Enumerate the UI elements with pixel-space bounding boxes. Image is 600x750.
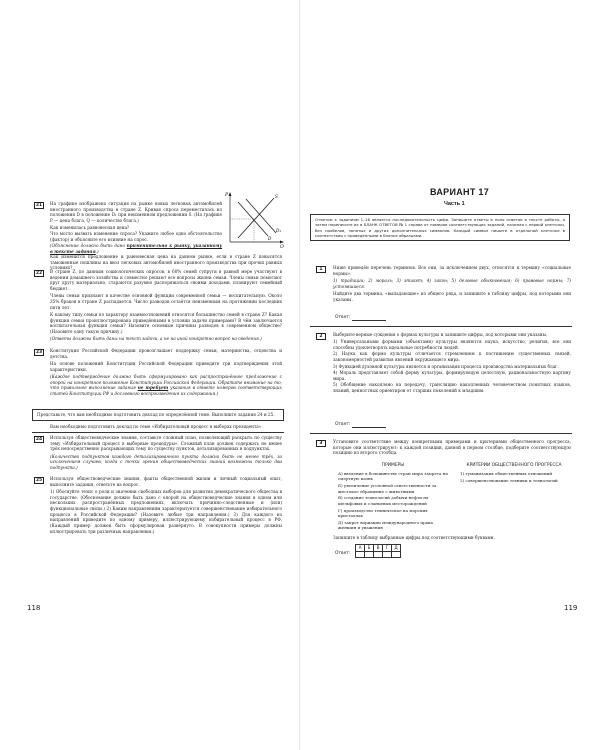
task-22-paragraph: В стране Z, по данным социологических опросов, в 60% семей супруги в равной мере участвуют в ведении домашнего хозяйства и совместно решают все вопросы жизни семьи. Члены семьи помогают друг другу материально, стараются разумно распоряжаться своими доходами, планируют семейный бюджет.	[50, 269, 282, 292]
answer-table-input-row	[356, 551, 401, 557]
task-24-number: 24	[35, 437, 43, 442]
criteria-column	[460, 463, 568, 484]
task-2-number: 2	[316, 333, 326, 340]
criteria-header: КРИТЕРИИ ОБЩЕСТВЕННОГО ПРОГРЕССА	[466, 463, 562, 468]
task-24-paragraph: Используя обществоведческие знания, составьте сложный план, позволяющий раскрыть по существу тему «Избирательный процесс в выборные процедуры». Сложный план должен содержать не менее трёх непосредственно раскрывающих тему по существу пунктов, детализированных в подпунктах.	[50, 435, 282, 452]
example-item: А) введение в большинстве стран мира запрета на смертную казнь	[338, 470, 448, 482]
task-21-question-1: Как изменилась равновесная цена?	[50, 225, 130, 231]
task-2-statement: 4) Мораль представляет собой форму культуры, формирующую целостную, рациональностную картину мира.	[333, 370, 571, 381]
answer-letter-cell: Г	[383, 545, 392, 552]
criteria-item: 2) совершенствование техники и технологий	[460, 477, 558, 483]
task-1-number: 1	[316, 266, 326, 273]
instruction-box: Представьте, что вам необходимо подготовить доклад по определённой теме. Выполните задания 24 и 25.	[32, 409, 284, 421]
task-22-paragraph: Члены семьи признают в качестве основной функции современной семьи — воспитательную. Около 35% браков в стране Z распадается. Число разводов остаётся неизменным на протяжении последних пяти лет.	[50, 293, 282, 310]
task-1-items: 1) традиции; 2) мораль; 3) этикет; 4) закон; 5) деловые обыкновения; 6) правовые нормы; 7) устоявшиеся.	[333, 277, 571, 289]
task-3-text: Установите соответствие между конкретными примерами и критериями общественного прогресса, которые они иллюстрируют: к каждой позиции, данной в первом столбце, подберите соответствующую позицию из второго столбца.	[333, 439, 571, 456]
graph-y-arrow-icon	[229, 192, 232, 196]
task-21-note-b: применительно к рынку, указанному в тексте задания	[50, 243, 222, 254]
task-21-paragraph: На графике изображена ситуация на рынке новых легковых автомобилей иностранного производства в стране Z. Кривая спроса переместилась из положения D в положение D₁ при неизменном предложении S. (На графике P — цена блага, Q — количество блага.)	[50, 201, 222, 224]
task-23-note-c: указания в ответе номеров соответствующих статей Конституции РФ и дословного воспроизведения их содержания.)	[50, 385, 282, 396]
example-item: Д) запрет вариации международного права женщин и уважения	[338, 519, 433, 531]
page-number-left: 118	[27, 604, 41, 612]
task-1-paragraph: Найдите два термина, «выпадающие» из общего ряда, и запишите в таблицу цифры, под которыми они указаны.	[333, 290, 571, 302]
task-24-text	[50, 435, 282, 472]
graph-d1-label: D₁	[276, 228, 282, 233]
task-23-note	[50, 374, 282, 397]
task-24-intro: Вам необходимо подготовить доклад по теме «Избирательный процесс в выборах президента».	[50, 424, 263, 429]
task-1-answer	[335, 315, 386, 321]
page-number-right: 119	[564, 604, 578, 612]
task-21-note-a: (Объяснение должно быть дано	[50, 243, 127, 249]
task-23-note-a: (Каждое подтверждение должно быть сформулировано как распространённое предложение с опорой на конкретное положение Конституции Российской Федерации. Обратите внимание на то, что правильное выполнение задания	[50, 373, 282, 391]
answer-input-cell[interactable]	[383, 551, 392, 557]
task-2-paragraph: Выберите верные суждения о формах культуры и запишите цифры, под которыми они указаны.	[333, 332, 548, 337]
task-1-answer-label: Ответ:	[335, 315, 351, 320]
task-1-answer-field[interactable]	[352, 320, 386, 321]
task-2-answer-field[interactable]	[352, 427, 386, 428]
answer-input-cell[interactable]	[365, 551, 374, 557]
task-21-number: 21	[35, 203, 43, 208]
task-1-paragraph: Ниже приведён перечень терминов. Все они, за исключением двух, относятся к термину «социальные нормы».	[333, 265, 571, 276]
answer-letter-cell: В	[374, 545, 383, 552]
variant-title: ВАРИАНТ 17	[430, 187, 490, 197]
supply-demand-graph	[224, 190, 286, 248]
answer-instruction-box: Ответом к заданиям 1–16 является последовательность цифр. Запишите ответы в поля ответов в тексте работы, а затем перенесите их в БЛАНК ОТВЕТОВ № 1 справа от номеров соответствующих заданий, начиная с первой клеточки, без пробелов, запятых и других дополнительных символов. Каждый символ пишите в отдельной клеточке в соответствии с приведёнными в бланке образцами.	[310, 214, 570, 241]
answer-letter-cell: Д	[392, 545, 401, 552]
task-21-note-c: .)	[95, 248, 99, 254]
task-21-note	[50, 243, 222, 254]
task-23-paragraph: Конституция Российской Федерации провозглашает поддержку семьи, материнства, отцовства и детства.	[50, 348, 282, 359]
task-23-paragraph: На основе положений Конституции Российской Федерации приведите три подтверждения этой характеристики.	[50, 360, 282, 372]
task-25-paragraph: Используя обществоведческие знания, факты общественной жизни и личный социальный опыт, выполните задания, ответьте на вопрос.	[50, 476, 282, 487]
task-2-answer	[335, 422, 386, 428]
task-3-instruction: Запишите в таблицу выбранные цифры под соответствующими буквами.	[333, 535, 495, 540]
task-23-note-b: не требует	[137, 385, 169, 391]
task-3-answer-label: Ответ:	[335, 551, 351, 556]
example-item: В) создание технологий добычи нефти на шельфовых и сланцевых месторождений	[338, 495, 429, 506]
task-2-statement: 3) Функцией духовной культуры является и организация процесса производства материальных благ.	[333, 363, 559, 369]
separator-line	[32, 432, 284, 433]
graph-s-label: S	[275, 194, 278, 199]
task-21-question-2: Что могло вызвать изменение спроса? Укажите любое одно обстоятельство (фактор) и объясните его влияние на спрос.	[50, 231, 222, 243]
task-21-text-2: Как изменится предложение и равновесная цена на данном рынке, если в стране Z повысятся таможенные пошлины на ввоз легковых автомобилей иностранного производства при прочих равных условиях?	[50, 254, 282, 271]
task-2-statement: 1) Универсальными формами (объектами) культуры являются наука, искусство, религия, все они способны удовлетворять идеальные потребности людей.	[333, 339, 571, 350]
graph-q-label: Q	[280, 245, 284, 248]
task-22-note: (Ответы должны быть даны на текст задачи, а не на иной конкретно вопрос на сведения.)	[50, 336, 262, 342]
part-title: Часть 1	[444, 201, 465, 207]
task-3-answer-table	[355, 544, 401, 558]
graph-supply-curve	[238, 198, 274, 238]
task-25-number: 25	[35, 478, 43, 483]
task-22-text	[50, 269, 282, 343]
example-item: Б) увеличение уголовной ответственности за жестокое обращение с животными	[338, 483, 437, 494]
answer-letter-cell: Б	[365, 545, 374, 552]
answer-input-cell[interactable]	[356, 551, 365, 557]
task-1-text	[333, 265, 571, 304]
examples-header: ПРИМЕРЫ	[381, 463, 405, 468]
answer-input-cell[interactable]	[392, 551, 401, 557]
separator-line	[310, 326, 572, 327]
criteria-item: 1) гуманизация общественных отношений	[460, 470, 553, 476]
task-22-number: 22	[35, 271, 43, 276]
graph-x-arrow-icon	[280, 241, 284, 244]
graph-p-label: P	[225, 193, 229, 198]
task-23-text	[50, 348, 282, 398]
answer-input-cell[interactable]	[374, 551, 383, 557]
example-item: Г) производство техническое на морских кристаллах	[338, 507, 428, 519]
answer-table-letters-row	[356, 545, 401, 552]
task-3-number: 3	[316, 440, 326, 447]
task-2-text	[333, 332, 571, 394]
right-page	[300, 0, 600, 750]
examples-column	[338, 463, 448, 532]
task-23-number: 23	[35, 350, 43, 355]
task-22-paragraph: К какому типу семьи по характеру взаимоотношений относится большинство семей в стране Z? Какая функция семьи проиллюстрирована приведёнными в условии задачи примерами? В чём заключается воспитательная функция семьи? Назовите основные причины разводов в современном обществе? (Назовите одну такую причину.)	[50, 311, 282, 334]
graph-d-label: D	[268, 236, 272, 241]
task-2-answer-label: Ответ:	[335, 422, 351, 427]
task-25-paragraph: 1) Обоснуйте тезис о роли и значении свободных выборов для развития демократического общества в государстве. (Обоснование должно быть дано с опорой на обществоведческие знания в одном или нескольких распространённых предложениях, включать причинно-следственные и (или) функциональные связи.) 2) Каким направлениям характеризуется совершенствование избирательного процесса в Российской Федерации? (Назовите любые три направления.) 3) Для каждого из направлений приведите по одному примеру, иллюстрирующему избирательный процесс в РФ. (Каждый пример должен быть сформулирован развёрнуто. В совокупности примеры должны иллюстрировать три различных направления.)	[50, 488, 282, 534]
separator-line	[310, 433, 572, 434]
task-2-statement: 2) Наука как форма культуры отличается стремлением к постижению существенных связей, закономерностей развития явлений окружающего мира.	[333, 351, 571, 363]
answer-letter-cell: А	[356, 545, 365, 552]
task-24-note: (Количество подпунктов каждого детализированного пункта должно быть не менее трёх, за исключением случаев, когда с точки зрения обществоведческих знаний возможны только два подпункта.)	[50, 453, 282, 470]
task-2-statement: 5) Обобщение накоплено на передачу, трансляцию накопленных человечеством понятных языков, знаний, ценностных ориентиров от старших поколений к младшим.	[333, 382, 571, 393]
task-25-text	[50, 476, 282, 536]
task-21-text	[50, 201, 222, 256]
